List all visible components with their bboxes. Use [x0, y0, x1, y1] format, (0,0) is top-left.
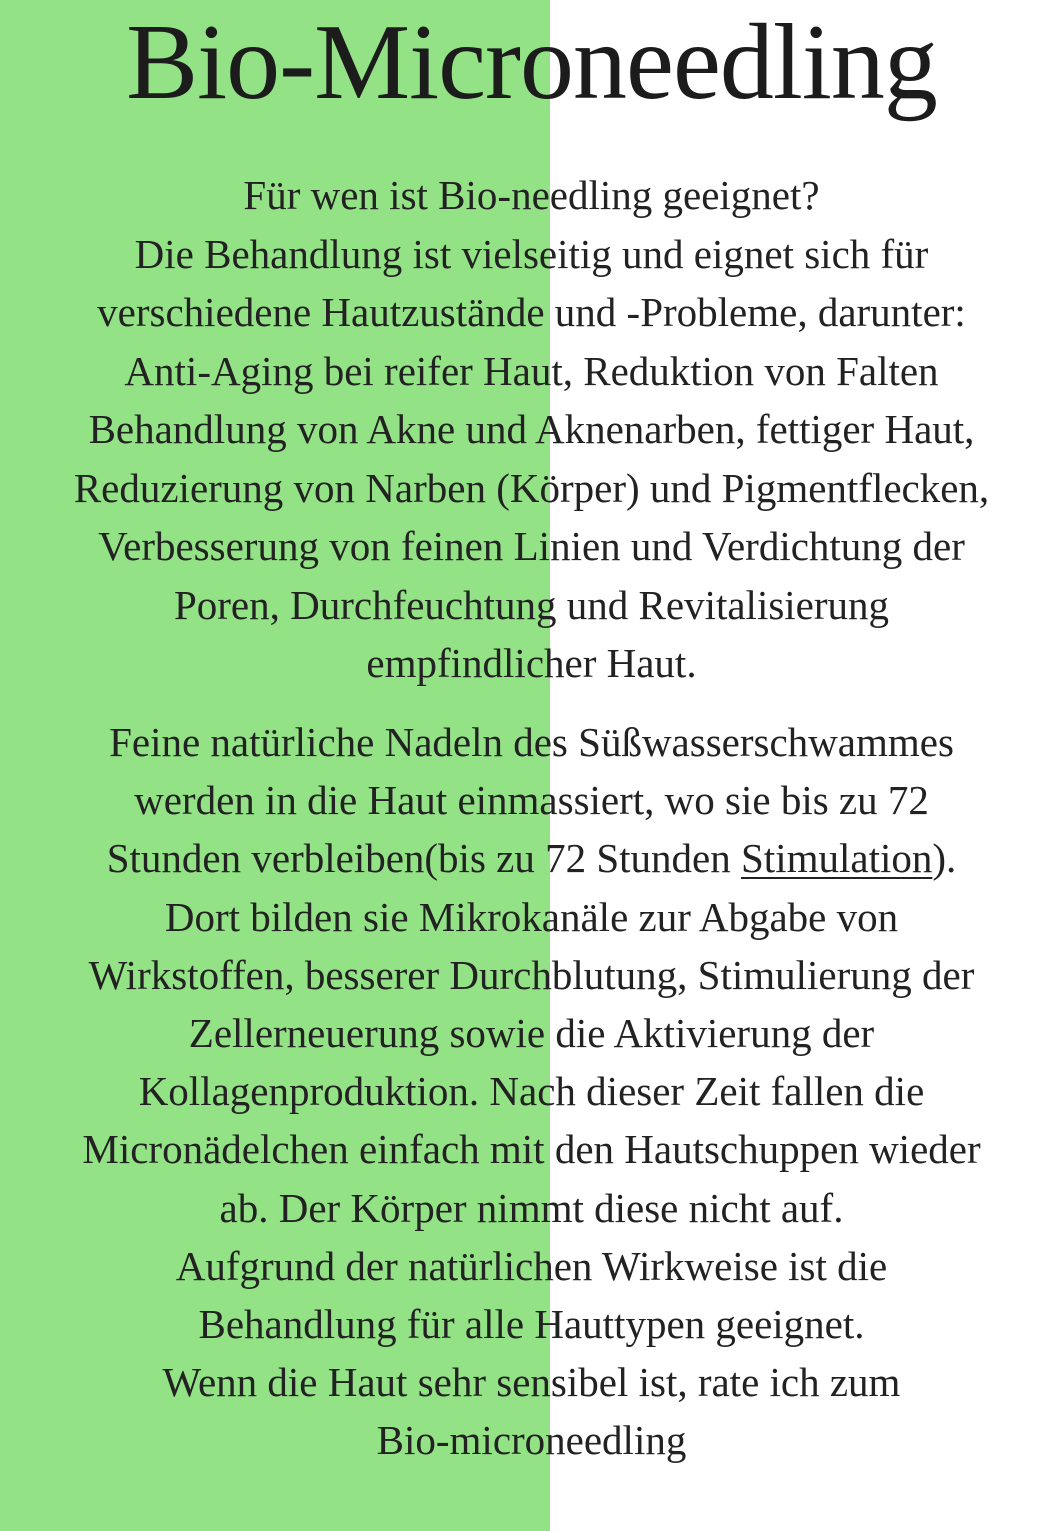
paragraph-line: werden in die Haut einmassiert, wo sie bis zu 72	[134, 777, 929, 824]
paragraph-line: Die Behandlung ist vielseitig und eignet sich für	[134, 230, 929, 277]
paragraph-line: Zellerneuerung sowie die Aktivierung der	[188, 1009, 875, 1056]
paragraph-line: Dort bilden sie Mikrokanäle zur Abgabe von	[164, 893, 899, 940]
paragraph-line: Micronädelchen einfach mit den Hautschuppen wieder	[82, 1126, 981, 1173]
line-text-before-link: Stunden verbleiben(bis zu 72 Stunden	[106, 835, 741, 882]
paragraph-line	[0, 829, 1063, 887]
paragraph-line: Wenn die Haut sehr sensibel ist, rate ich zum	[162, 1359, 901, 1406]
paragraph-line: Anti-Aging bei reifer Haut, Reduktion von Falten	[124, 347, 939, 394]
paragraph-line: Behandlung von Akne und Aknenarben, fettiger Haut,	[88, 406, 975, 452]
line-text-after-link: ).	[932, 835, 957, 882]
paragraph-line: Verbesserung von feinen Linien und Verdichtung der	[98, 523, 965, 569]
paragraph-line: Kollagenproduktion. Nach dieser Zeit fallen die	[138, 1068, 925, 1115]
paragraph-line: empfindlicher Haut.	[366, 640, 697, 686]
paragraph-line: Behandlung für alle Hauttypen geeignet.	[198, 1300, 865, 1347]
paragraph-line: Poren, Durchfeuchtung und Revitalisierung	[173, 581, 890, 628]
paragraph-line: Für wen ist Bio-needling geeignet?	[243, 172, 820, 218]
suitability-paragraph	[0, 166, 1063, 693]
paragraph-line: Reduzierung von Narben (Körper) und Pigmentflecken,	[73, 464, 990, 511]
paragraph-line: Bio-microneedling	[376, 1417, 687, 1464]
paragraph-line: Feine natürliche Nadeln des Süßwasserschwammes	[109, 719, 954, 765]
paragraph-line: Aufgrund der natürlichen Wirkweise ist die	[175, 1242, 888, 1289]
paragraph-line: Wirkstoffen, besserer Durchblutung, Stimulierung der	[88, 951, 975, 998]
page-title: Bio-Microneedling	[126, 3, 937, 122]
paragraph-line: verschiedene Hautzustände und -Probleme, darunter:	[97, 289, 966, 335]
stimulation-link[interactable]: Stimulation	[741, 835, 933, 882]
paragraph-line: ab. Der Körper nimmt diese nicht auf.	[219, 1184, 844, 1231]
treatment-paragraph	[0, 713, 1063, 1469]
